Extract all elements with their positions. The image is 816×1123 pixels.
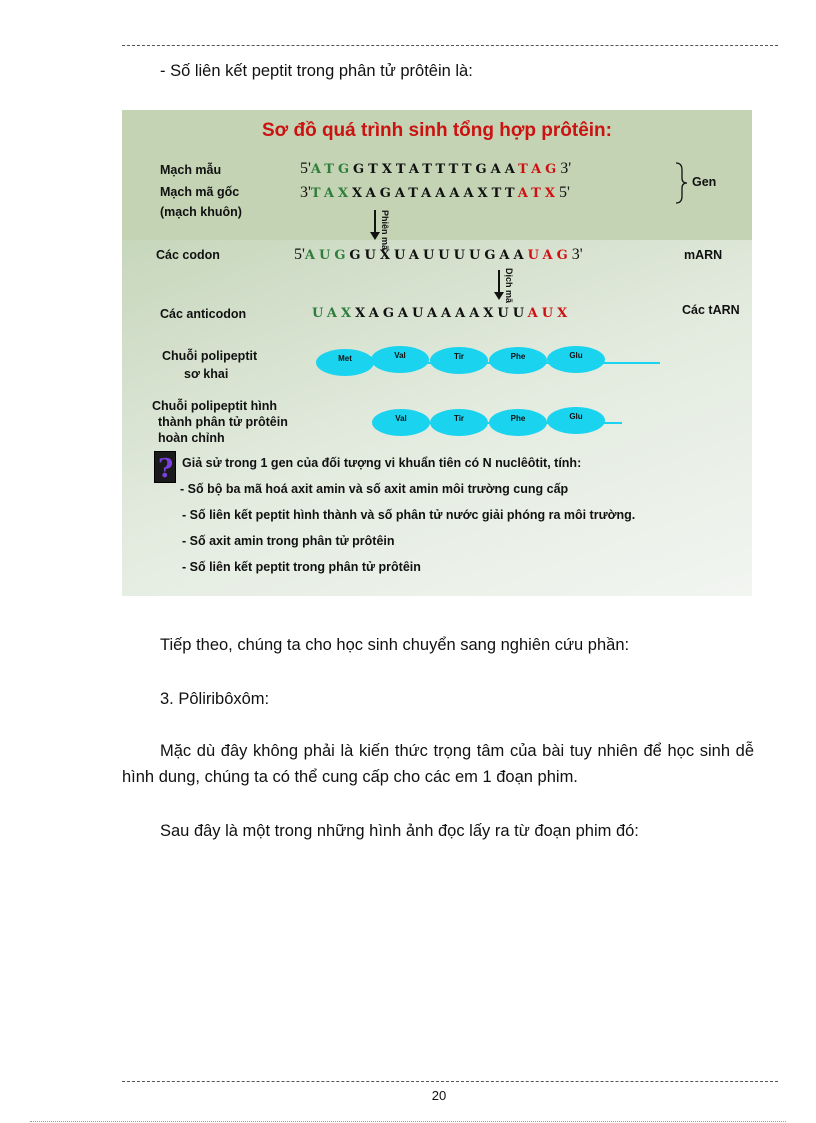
transcription-arrowhead-icon <box>370 232 380 240</box>
amino-phe: Phe <box>489 347 547 374</box>
label-marn: mARN <box>684 248 723 262</box>
question-item-3: - Số axit amin trong phân tử prôtêin <box>182 534 395 548</box>
label-mach-goc: Mạch mã gốc <box>160 185 240 199</box>
amino-tir: Tir <box>430 347 488 374</box>
paragraph-image-intro: Sau đây là một trong những hình ảnh đọc lấy ra từ đoạn phim đó: <box>160 822 639 840</box>
label-tarn: Các tARN <box>682 303 740 317</box>
page-number: 20 <box>431 1088 447 1103</box>
label-codon: Các codon <box>156 248 220 262</box>
label-phien-ma: Phiên mã <box>380 210 390 251</box>
amino-glu: Glu <box>547 346 605 373</box>
translation-arrowhead-icon <box>494 292 504 300</box>
amino2-phe: Phe <box>489 409 547 436</box>
amino2-tir: Tir <box>430 409 488 436</box>
question-item-1: - Số bộ ba mã hoá axit amin và số axit amin môi trường cung cấp <box>180 482 569 496</box>
header-divider <box>122 45 778 46</box>
section-heading: 3. Pôliribôxôm: <box>160 690 270 708</box>
label-mach-khuon: (mạch khuôn) <box>160 205 242 219</box>
page-bottom-border <box>30 1121 786 1122</box>
dna-template-strand: 5'ATGGTXTATTTTGAATAG3' <box>300 160 572 177</box>
gene-brace-icon <box>674 162 688 204</box>
label-chuoi-ht-1: Chuỗi polipeptit hình <box>152 399 277 413</box>
question-text: Giả sử trong 1 gen của đối tượng vi khuẩn tiên có N nuclêôtit, tính: <box>182 456 582 470</box>
paragraph-next-part: Tiếp theo, chúng ta cho học sinh chuyển sang nghiên cứu phần: <box>160 636 630 654</box>
amino-val: Val <box>371 346 429 373</box>
amino-met: Met <box>316 349 374 376</box>
intro-line: - Số liên kết peptit trong phân tử prôtêin là: <box>160 62 473 80</box>
label-mach-mau: Mạch mẫu <box>160 163 222 177</box>
protein-synthesis-slide <box>122 110 752 596</box>
question-item-4: - Số liên kết peptit trong phân tử prôtêin <box>182 560 421 574</box>
dna-coding-strand: 3'TAXXAGATAAAAXTTATX5' <box>300 184 570 201</box>
paragraph-film: Mặc dù đây không phải là kiến thức trọng tâm của bài tuy nhiên để học sinh dễ hình dung, chúng ta có thể cung cấp cho các em 1 đoạn phim. <box>122 742 754 786</box>
trna-anticodons: UAXXAGAUAAAAXUUAUX <box>312 306 572 321</box>
mrna-codons: 5'AUGGUXUAUUUUGAAUAG3' <box>294 246 583 263</box>
question-mark-icon <box>154 451 176 483</box>
label-dich-ma: Dịch mã <box>504 268 514 304</box>
svg-text:?: ? <box>158 454 174 482</box>
label-chuoi-so-khai-1: Chuỗi polipeptit <box>162 349 258 363</box>
label-chuoi-ht-2: thành phân tử prôtêin <box>158 415 288 429</box>
slide-title: Sơ đồ quá trình sinh tổng hợp prôtêin: <box>262 120 612 141</box>
question-item-2: - Số liên kết peptit hình thành và số phân tử nước giải phóng ra môi trường. <box>182 508 636 522</box>
amino2-glu: Glu <box>547 407 605 434</box>
footer-divider <box>122 1081 778 1082</box>
label-chuoi-ht-3: hoàn chỉnh <box>158 431 225 445</box>
label-gen: Gen <box>692 175 717 189</box>
translation-arrow <box>498 270 500 294</box>
label-anticodon: Các anticodon <box>160 307 247 321</box>
amino2-val: Val <box>372 409 430 436</box>
transcription-arrow <box>374 210 376 234</box>
label-chuoi-so-khai-2: sơ khai <box>184 367 229 381</box>
